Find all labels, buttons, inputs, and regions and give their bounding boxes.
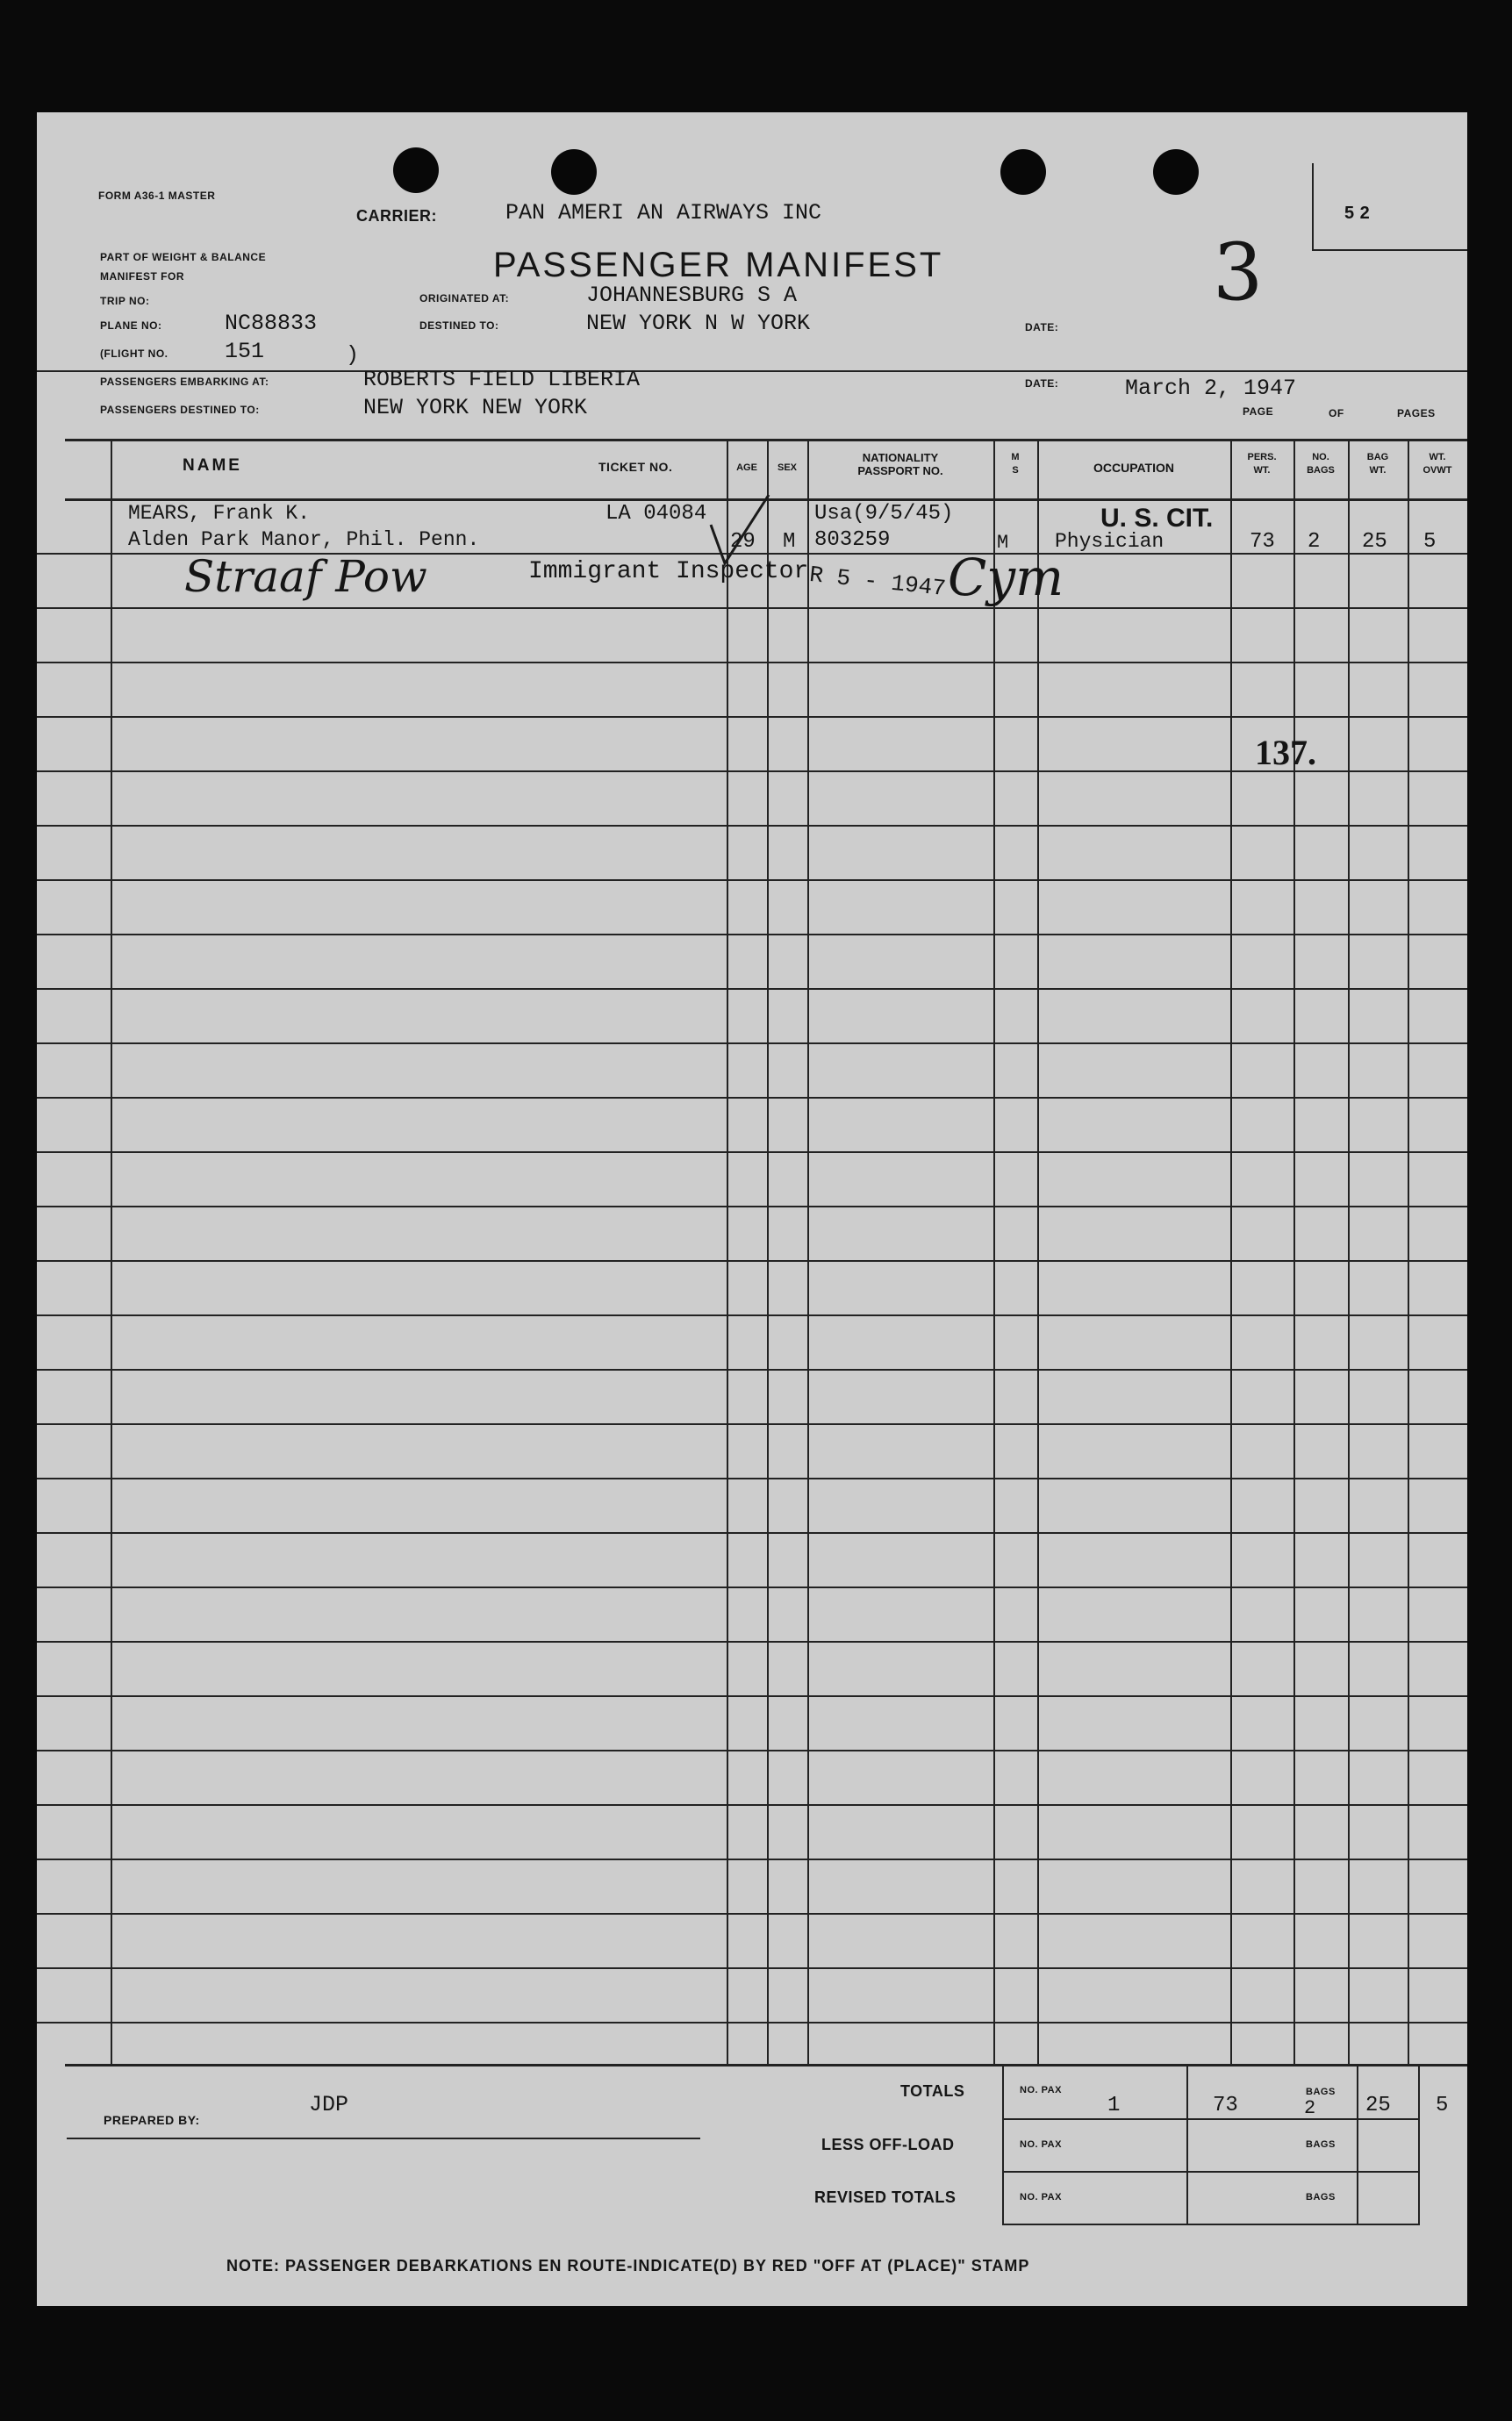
col-header-no-bags	[1293, 451, 1348, 477]
table-row	[37, 1478, 1467, 1479]
table-row	[37, 662, 1467, 663]
table-top-line	[65, 439, 1467, 441]
table-row	[37, 1750, 1467, 1751]
totals-box-line	[1002, 2171, 1420, 2173]
originated-label: ORIGINATED AT:	[419, 292, 510, 304]
inspector-initials: Cym	[948, 548, 1064, 607]
table-bottom-line	[65, 2064, 1467, 2066]
col-header-pers-wt-line2: WT.	[1253, 465, 1271, 476]
col-line	[1293, 441, 1295, 2064]
table-row	[37, 716, 1467, 718]
punch-hole	[1000, 149, 1046, 195]
col-header-no-bags-line1: NO.	[1312, 452, 1329, 462]
table-row	[37, 1913, 1467, 1915]
table-row	[37, 1314, 1467, 1316]
header-divider	[37, 370, 1467, 372]
passenger-ticket: LA 04084	[606, 502, 707, 526]
col-header-wt-ovwt-line2: OVWT	[1422, 465, 1452, 476]
flight-no-label: (FLIGHT NO.	[100, 347, 168, 360]
pass-destined: NEW YORK NEW YORK	[363, 395, 588, 420]
pass-destined-label: PASSENGERS DESTINED TO:	[100, 404, 260, 416]
total-no-pax: 1	[1107, 2094, 1121, 2117]
bags-label-2: BAGS	[1306, 2139, 1336, 2150]
manifest-date: March 2, 1947	[1125, 376, 1297, 401]
embarking: ROBERTS FIELD LIBERIA	[363, 367, 641, 392]
col-header-bag-wt	[1348, 451, 1408, 477]
totals-box-line	[1002, 2224, 1420, 2225]
flight-close: )	[346, 342, 360, 368]
col-header-name: NAME	[183, 456, 242, 475]
col-line	[1230, 441, 1232, 2064]
table-row	[37, 2022, 1467, 2023]
table-row	[37, 770, 1467, 772]
col-header-bag-wt-line2: WT.	[1369, 465, 1387, 476]
plane-no-label: PLANE NO:	[100, 319, 162, 332]
prepared-by-line	[67, 2138, 700, 2139]
page-box-line	[1312, 163, 1314, 251]
table-row	[37, 1532, 1467, 1534]
table-row	[37, 1423, 1467, 1425]
table-row	[37, 1859, 1467, 1860]
col-header-bag-wt-line1: BAG	[1366, 452, 1389, 462]
total-bag-wt: 25	[1365, 2094, 1391, 2117]
totals-box-line	[1186, 2066, 1188, 2225]
col-header-age: AGE	[736, 462, 757, 473]
date-label-2: DATE:	[1025, 377, 1059, 390]
prepared-by-label: PREPARED BY:	[104, 2113, 200, 2127]
less-off-load-label: LESS OFF-LOAD	[821, 2136, 955, 2153]
passenger-pers-wt: 73	[1250, 530, 1275, 554]
col-line	[1408, 441, 1409, 2064]
col-line	[727, 441, 728, 2064]
col-header-wt-ovwt-line1: WT.	[1429, 452, 1446, 462]
destined: NEW YORK N W YORK	[586, 311, 811, 336]
col-header-pers-wt	[1230, 451, 1293, 477]
inspector-date-stamp: R 5 - 1947	[807, 561, 948, 603]
no-pax-label-2: NO. PAX	[1020, 2139, 1062, 2150]
table-row	[37, 607, 1467, 609]
date-label: DATE:	[1025, 321, 1059, 333]
col-header-sex: SEX	[777, 462, 797, 473]
table-row	[37, 1641, 1467, 1643]
col-header-ms	[993, 451, 1037, 477]
table-row	[37, 1804, 1467, 1806]
table-row	[37, 988, 1467, 990]
punch-hole	[551, 149, 597, 195]
destined-label: DESTINED TO:	[419, 319, 499, 332]
total-bags: 2	[1304, 2097, 1316, 2119]
passenger-wt-ovwt: 5	[1423, 530, 1437, 554]
form-id: FORM A36-1 MASTER	[98, 190, 216, 202]
col-header-wt-ovwt	[1408, 451, 1467, 477]
embarking-label: PASSENGERS EMBARKING AT:	[100, 376, 269, 388]
handwritten-number: 3	[1213, 226, 1264, 319]
passenger-address: Alden Park Manor, Phil. Penn.	[128, 528, 480, 551]
no-pax-label-1: NO. PAX	[1020, 2085, 1062, 2095]
inspector-signature: Straaf Pow	[184, 551, 427, 602]
col-header-ms-line2: S	[1012, 465, 1019, 476]
carrier-label: CARRIER:	[356, 207, 437, 225]
col-line	[1348, 441, 1350, 2064]
col-line	[807, 441, 809, 2064]
passenger-bag-wt: 25	[1362, 530, 1387, 554]
passenger-passport: 803259	[814, 528, 891, 552]
of-label: OF	[1329, 407, 1344, 419]
totals-box-line	[1357, 2066, 1358, 2225]
footer-note: NOTE: PASSENGER DEBARKATIONS EN ROUTE-INDICATE(D) BY RED "OFF AT (PLACE)" STAMP	[226, 2257, 1030, 2274]
prepared-by: JDP	[309, 2092, 349, 2117]
manifest-for-label: MANIFEST FOR	[100, 270, 184, 283]
table-row	[37, 1097, 1467, 1099]
col-line	[1037, 441, 1039, 2064]
checkmark-icon	[706, 490, 776, 569]
us-citizen-stamp: U. S. CIT.	[1100, 504, 1214, 533]
totals-box-line	[1002, 2118, 1420, 2120]
passenger-nationality: Usa(9/5/45)	[814, 502, 954, 526]
page-number: 5 2	[1344, 204, 1371, 223]
table-row	[37, 1042, 1467, 1044]
table-row	[37, 879, 1467, 881]
no-pax-label-3: NO. PAX	[1020, 2192, 1062, 2203]
punch-hole	[1153, 149, 1199, 195]
col-line	[993, 441, 995, 2064]
table-row	[37, 1695, 1467, 1697]
manifest-sheet	[37, 112, 1467, 2306]
col-line	[111, 441, 112, 2064]
col-line	[767, 441, 769, 2064]
bags-label-3: BAGS	[1306, 2192, 1336, 2203]
totals-label: TOTALS	[900, 2082, 965, 2100]
table-row	[37, 1151, 1467, 1153]
col-header-occupation: OCCUPATION	[1093, 461, 1175, 475]
carrier: PAN AMERI AN AIRWAYS INC	[505, 200, 822, 226]
table-row	[37, 1260, 1467, 1262]
trip-no-label: TRIP NO:	[100, 295, 150, 307]
col-header-pers-wt-line1: PERS.	[1247, 452, 1277, 462]
page-box-line	[1312, 249, 1467, 251]
part-of-label: PART OF WEIGHT & BALANCE	[100, 251, 267, 263]
passenger-name: MEARS, Frank K.	[128, 502, 311, 525]
page-label: PAGE	[1243, 405, 1274, 418]
table-row	[37, 1369, 1467, 1371]
passenger-age: 29	[730, 530, 756, 554]
table-row	[37, 1587, 1467, 1588]
margin-number: 137.	[1255, 733, 1316, 772]
bags-label-1: BAGS	[1306, 2087, 1336, 2097]
pages-label: PAGES	[1397, 407, 1436, 419]
passenger-sex: M	[783, 530, 796, 554]
flight-no: 151	[225, 339, 265, 364]
originated: JOHANNESBURG S A	[586, 283, 798, 308]
totals-box-line	[1002, 2066, 1004, 2225]
col-header-nationality-line2: PASSPORT NO.	[857, 464, 943, 477]
col-header-ms-line1: M	[1011, 452, 1020, 462]
col-header-no-bags-line2: BAGS	[1307, 465, 1335, 476]
plane-no: NC88833	[225, 311, 318, 336]
revised-totals-label: REVISED TOTALS	[814, 2188, 957, 2206]
punch-hole	[393, 147, 439, 193]
totals-box-line	[1418, 2066, 1420, 2225]
table-row	[37, 1206, 1467, 1207]
table-row	[37, 934, 1467, 935]
table-row	[37, 825, 1467, 827]
passenger-ms: M	[997, 532, 1009, 554]
total-overweight: 5	[1436, 2094, 1449, 2117]
total-pers-wt: 73	[1213, 2094, 1238, 2117]
col-header-ticket: TICKET NO.	[598, 460, 673, 474]
table-row	[37, 1967, 1467, 1969]
passenger-occupation: Physician	[1055, 530, 1164, 553]
col-header-nationality-line1: NATIONALITY	[862, 451, 939, 464]
inspector-stamp: Immigrant Inspector	[528, 558, 809, 585]
col-header-nationality	[807, 451, 993, 477]
page-title: PASSENGER MANIFEST	[493, 246, 944, 284]
passenger-no-bags: 2	[1308, 530, 1321, 554]
